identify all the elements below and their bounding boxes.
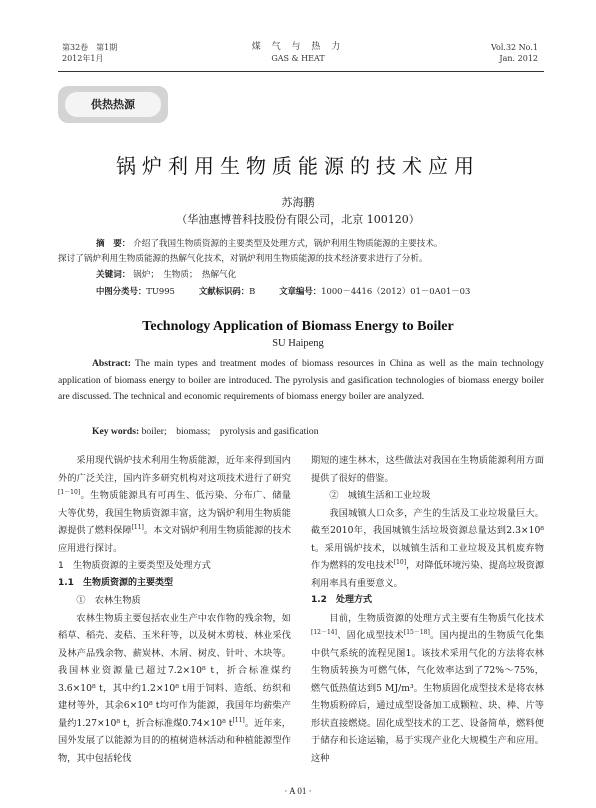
keywords-en (92, 423, 544, 437)
body-paragraph: 农林生物质主要包括农业生产中农作物的残余物，如稻草、稻壳、麦秸、玉米秆等，以及树木剪枝、林业采伐及林产品残余物、薪炭林、木屑、树皮、针叶、木块等。我国林业资源量已超过7.2×10⁸ t，折合标准煤约3.6×10⁸ t，其中约1.2×10⁸ t用于饲料、造纸、纺织和建材等外，其余6×10⁸ t均可作为能源，我国年均薪柴产量约1.27×10⁸ t，折合标准煤0.74×10⁸ t[11]。近年来，国外发展了以能源为目的的植树造林活动和种植能源型作物，其中包括轮伐 (58, 612, 291, 764)
column-label: 供热热源 (65, 92, 161, 117)
citation: [15－18] (403, 628, 430, 636)
keywords-en-label: Key words: (92, 426, 140, 437)
running-header-volume (491, 42, 538, 64)
article-title-cn: 锅炉利用生物质能源的技术应用 (116, 154, 480, 178)
abstract-en-text: The main types and treatment modes of biomass resources in China as well as the main technology application of biomass energy to boiler are introduced. The pyrolysis and gasification technologies of biomass energy boiler are discussed. The technical and economic requirements of biomass energy boiler are analyzed. (58, 358, 544, 402)
abstract-cn-line1 (96, 237, 544, 251)
keywords-cn (96, 268, 544, 282)
keywords-cn-text: 锅炉； 生物质； 热解气化 (133, 270, 237, 280)
author-en: SU Haipeng (272, 338, 324, 349)
abstract-cn-label: 摘 要： (96, 239, 131, 249)
volume-en: Vol.32 No.1 (491, 43, 538, 52)
abstract-cn-text1: 介绍了我国生物质资源的主要类型及处理方式，锅炉利用生物质能源的主要技术。 (133, 239, 443, 249)
item-heading-waste: ② 城镇生活和工业垃圾 (329, 490, 431, 501)
subsection-heading-1-1: 1.1 生物质资源的主要类型 (58, 577, 173, 588)
article-no-label: 文章编号： (279, 286, 322, 296)
page-number: · A 01 · (284, 786, 312, 796)
date-en: Jan. 2012 (499, 54, 538, 63)
keywords-en-text: boiler; biomass; pyrolysis and gasification (141, 426, 319, 437)
column-label-box (58, 86, 168, 123)
header-rule (58, 71, 544, 72)
intro-paragraph: 采用现代锅炉技术利用生物质能源，近年来得到国内外的广泛关注，国内许多研究机构对这项技术进行了研究[1－10]。生物质能源具有可再生、低污染、分布广、储量大等优势，我国生物质资源丰富，这为锅炉利用生物质能源提供了燃料保障[11]。本文对锅炉利用生物质能源的技术应用进行探讨。 (58, 455, 292, 554)
abstract-en-label: Abstract: (92, 358, 131, 369)
citation: [11] (232, 716, 245, 724)
body-paragraph: 我国城镇人口众多，产生的生活及工业垃圾量巨大。截至2010年，我国城镇生活垃圾资源总量达到2.3×10⁸ t。采用锅炉技术，以城镇生活和工业垃圾及其机废弃物作为燃料的发电技术[10]，对降低环境污染、提高垃圾资源利用率具有重要意义。 (311, 507, 545, 589)
author-cn: 苏海鹏 (281, 196, 315, 209)
section-heading-1: 1 生物质资源的主要类型及处理方式 (58, 560, 211, 571)
citation: [1－10] (58, 488, 81, 496)
citation: [11] (131, 523, 144, 531)
affiliation-cn: （华油惠博普科技股份有限公司，北京 100120） (176, 213, 420, 226)
subsection-heading-1-2: 1.2 处理方式 (311, 595, 372, 605)
issue-date: 2012年1月 (62, 54, 104, 63)
abstract-cn-text2: 探讨了锅炉利用生物质能源的热解气化技术，对锅炉利用生物质能源的技术经济要求进行了分析。 (58, 254, 428, 264)
citation: [10] (393, 558, 407, 566)
body-column-right (311, 452, 544, 767)
article-no-value: 1000－4416（2012）01－0A01－03 (321, 286, 471, 296)
citation: [12－14] (311, 628, 337, 636)
body-column-left (58, 452, 291, 767)
doc-code-label: 文献标识码： (198, 286, 250, 296)
body-paragraph-continued: 期短的速生林木，这些做法对我国在生物质能源利用方面提供了很好的借鉴。 (311, 455, 544, 484)
keywords-cn-label: 关键词： (96, 270, 131, 280)
article-title-en: Technology Application of Biomass Energy to Boiler (142, 319, 454, 334)
classification-line (96, 284, 544, 298)
volume-issue: 第32卷 第1期 (62, 43, 118, 52)
abstract-en (58, 356, 544, 406)
class-value: TU995 (146, 286, 175, 296)
body-paragraph: 目前，生物质资源的处理方式主要有生物质气化技术[12－14]、固化成型技术[15－18]。国内提出的生物质气化集中供气系统的流程见图1。该技术采用气化的方法将农林生物质转换为可燃气体，气化效率达到了72%～75%，燃气低热值达到5 MJ/m³。生物质固化成型技术是将农林生物质粉碎后，通过成型设备加工成颗粒、块、棒、片等形状直接燃烧。固化成型技术的工艺、设备简单，燃料便于储存和长途运输，易于实现产业化大规模生产和应用。这种 (311, 612, 545, 764)
doc-code-value: B (249, 286, 256, 296)
item-heading-agri-forestry: ① 农林生物质 (76, 595, 141, 606)
journal-name-cn: 煤 气 与 热 力 (251, 42, 345, 52)
journal-name-en: GAS & HEAT (271, 54, 325, 63)
abstract-cn-line2 (58, 252, 544, 266)
class-label: 中图分类号： (96, 286, 147, 296)
